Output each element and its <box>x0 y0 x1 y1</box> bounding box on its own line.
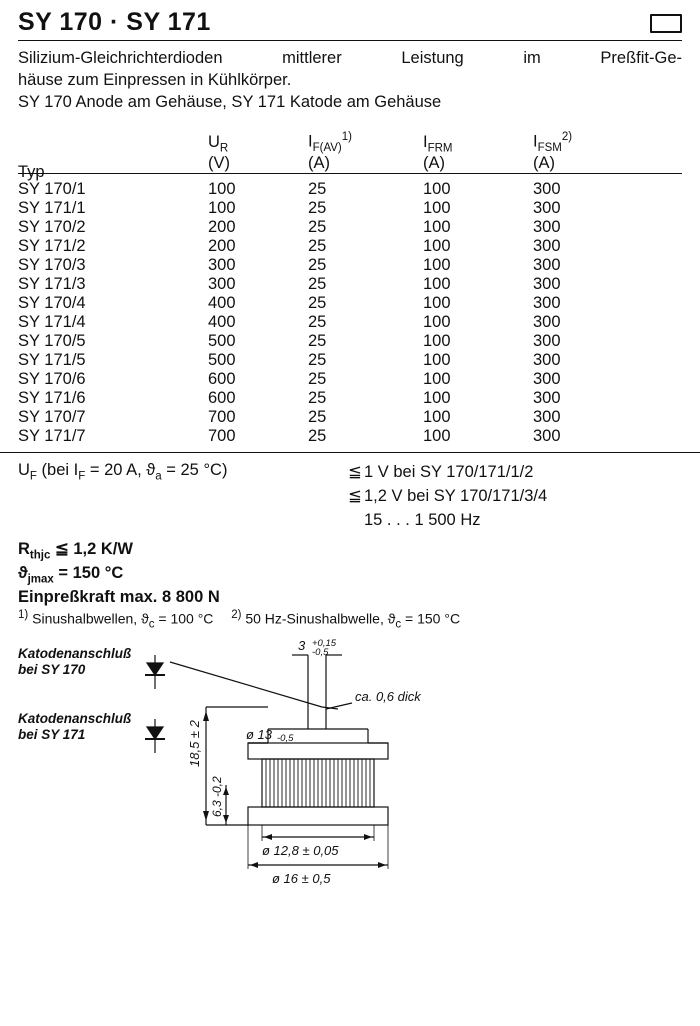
label-cathode-170-line1: Katodenanschluß <box>18 645 132 661</box>
cell-ifrm: 100 <box>423 332 451 351</box>
cell-ifsm: 300 <box>533 237 561 256</box>
cell-typ: SY 171/3 <box>18 275 86 294</box>
cell-ifsm: 300 <box>533 427 561 446</box>
cell-ur: 700 <box>208 408 236 427</box>
package-drawing <box>0 637 700 899</box>
label-cathode-171-line2: bei SY 171 <box>18 726 86 742</box>
header-ur: $U_R$ <box>208 132 229 155</box>
cell-ur: 500 <box>208 332 236 351</box>
cell-ifsm: 300 <box>533 275 561 294</box>
table-row <box>18 294 682 313</box>
rth-row: $R_{thjc}$ ≦ 1,2 K/W <box>18 539 133 562</box>
dim-height-body: 6,3 -0,2 <box>210 776 224 817</box>
unit-ifrm: (A) <box>423 154 445 173</box>
cell-ur: 200 <box>208 237 236 256</box>
cell-ifav: 25 <box>308 199 327 218</box>
spec-table-wrapper <box>18 131 682 452</box>
cell-ifsm: 300 <box>533 256 561 275</box>
header-typ: Typ <box>18 163 45 182</box>
page-title: SY 170 · SY 171 <box>18 8 211 36</box>
cell-ifsm: 300 <box>533 218 561 237</box>
table-row <box>18 332 682 351</box>
cell-ifsm: 300 <box>533 351 561 370</box>
table-row <box>18 237 682 256</box>
cell-typ: SY 170/7 <box>18 408 86 427</box>
cell-typ: SY 170/4 <box>18 294 86 313</box>
cell-ur: 200 <box>208 218 236 237</box>
tjmax-row: $ϑ_{jmax} = 150$ °C <box>18 564 124 586</box>
table-row <box>18 389 682 408</box>
cell-ifav: 25 <box>308 332 327 351</box>
cell-ifsm: 300 <box>533 294 561 313</box>
cell-ifrm: 100 <box>423 174 533 200</box>
parameters-block <box>18 461 682 631</box>
table-row <box>18 275 682 294</box>
cell-ifrm: 100 <box>423 370 451 389</box>
dim-disc-tol: -0,5 <box>277 732 294 744</box>
cell-ifav: 25 <box>308 256 327 275</box>
cell-ifav: 25 <box>308 313 327 332</box>
header-divider <box>18 40 682 41</box>
cell-ifav: 25 <box>308 275 327 294</box>
cell-typ: SY 171/2 <box>18 237 86 256</box>
cell-ifav: 25 <box>308 389 327 408</box>
cell-ifav: 25 <box>308 427 327 446</box>
label-cathode-170-line2: bei SY 170 <box>18 661 86 677</box>
table-row <box>18 427 682 452</box>
unit-ifav: (A) <box>308 154 330 173</box>
cell-typ: SY 170/2 <box>18 218 86 237</box>
cell-ifrm: 100 <box>423 237 451 256</box>
cell-ifrm: 100 <box>423 294 451 313</box>
cell-ur: 600 <box>208 389 236 408</box>
table-row <box>18 351 682 370</box>
cell-ifav: 25 <box>308 370 327 389</box>
cell-ifrm: 100 <box>423 351 451 370</box>
dim-knurl: ø 12,8 ± 0,05 <box>262 842 339 858</box>
cell-typ: SY 170/6 <box>18 370 86 389</box>
unit-ur: (V) <box>208 154 230 173</box>
table-row <box>18 199 682 218</box>
cell-typ: SY 171/6 <box>18 389 86 408</box>
cell-ifsm: 300 <box>533 313 561 332</box>
cell-ifrm: 100 <box>423 199 451 218</box>
header <box>0 0 700 37</box>
cell-ifrm: 100 <box>423 408 451 427</box>
cell-ur: 100 <box>208 199 236 218</box>
dim-pin-width: 3 <box>298 637 306 653</box>
intro-line-1: Silizium-Gleichrichterdioden mittlerer Leistung im Preßfit-Ge- <box>18 49 682 67</box>
dim-flange: ø 16 ± 0,5 <box>272 870 331 886</box>
cell-typ: SY 171/1 <box>18 199 86 218</box>
cell-ur: 500 <box>208 351 236 370</box>
table-row <box>18 408 682 427</box>
uf-row <box>18 461 682 533</box>
footnotes: $^{1)}$ Sinushalbwellen, $ϑ_c = 100$ °C $^{2)}$ 50 Hz-Sinushalbwelle, $ϑ_c = 150$ °C <box>18 609 461 631</box>
table-body <box>18 174 682 453</box>
cell-ur: 400 <box>208 294 236 313</box>
uf-value-3: 15 . . . 1 500 Hz <box>364 510 481 529</box>
cell-ifrm: 100 <box>423 313 451 332</box>
intro-text <box>18 47 682 113</box>
cell-ur: 100 <box>208 174 308 200</box>
header-ifrm: $I_{FRM}$ <box>423 132 453 155</box>
dim-pin-tol-plus: +0,15 <box>312 637 337 649</box>
spec-table <box>18 131 682 452</box>
intro-line-2: häuse zum Einpressen in Kühlkörper. <box>18 71 292 90</box>
cell-ifsm: 300 <box>533 389 561 408</box>
header-ifsm: $I_{FSM}^{2)}$ <box>533 131 573 155</box>
table-row <box>18 174 682 200</box>
cell-ur: 400 <box>208 313 236 332</box>
table-row <box>18 370 682 389</box>
cell-ur: 300 <box>208 275 236 294</box>
cell-ur: 300 <box>208 256 236 275</box>
table-header-symbols <box>18 131 682 154</box>
intro-line-3: SY 170 Anode am Gehäuse, SY 171 Katode am Gehäuse <box>18 93 442 112</box>
cell-typ: SY 171/4 <box>18 313 86 332</box>
cell-ifsm: 300 <box>533 370 561 389</box>
table-row <box>18 218 682 237</box>
press-force-row: Einpreßkraft max. 8 800 N <box>18 588 220 607</box>
uf-values <box>348 461 682 533</box>
cell-ifsm: 300 <box>533 408 561 427</box>
cell-ur: 700 <box>208 427 236 446</box>
cell-ifsm: 300 <box>533 332 561 351</box>
dim-disc: ø 13 <box>246 726 273 742</box>
rectangle-package-icon <box>650 14 682 33</box>
cell-typ: SY 170/3 <box>18 256 86 275</box>
cell-typ: SY 170/1 <box>18 174 208 200</box>
cell-ifav: 25 <box>308 218 327 237</box>
cell-ifav: 25 <box>308 351 327 370</box>
dim-height-total: 18,5 ± 2 <box>187 720 202 767</box>
cell-ifav: 25 <box>308 408 327 427</box>
cell-typ: SY 171/7 <box>18 427 86 446</box>
cell-ifav: 25 <box>308 174 423 200</box>
cell-ifrm: 100 <box>423 218 451 237</box>
uf-value-2: ≦ 1,2 V bei SY 170/171/3/4 <box>348 487 548 506</box>
cell-ur: 600 <box>208 370 236 389</box>
table-row <box>18 256 682 275</box>
table-bottom-divider <box>0 452 700 453</box>
cell-ifrm: 100 <box>423 256 451 275</box>
table-row <box>18 313 682 332</box>
uf-value-1: ≦ 1 V bei SY 170/171/1/2 <box>348 463 534 482</box>
uf-label: $U_F$ (bei $I_F = 20$ A, $ϑ_a = 25$ °C) <box>18 461 228 483</box>
cell-typ: SY 170/5 <box>18 332 86 351</box>
header-ifav: $I_{F(AV)}^{1)}$ <box>308 131 352 155</box>
cell-ifav: 25 <box>308 237 327 256</box>
cell-ifsm: 300 <box>533 199 561 218</box>
cell-ifrm: 100 <box>423 275 451 294</box>
unit-ifsm: (A) <box>533 154 555 173</box>
cell-ifav: 25 <box>308 294 327 313</box>
dim-thickness: ca. 0,6 dick <box>355 688 421 704</box>
cell-ifrm: 100 <box>423 427 451 446</box>
cell-ifrm: 100 <box>423 389 451 408</box>
label-cathode-171-line1: Katodenanschluß <box>18 710 132 726</box>
dim-pin-tol-minus: -0,5 <box>312 646 329 658</box>
cell-ifsm: 300 <box>533 174 682 200</box>
cell-typ: SY 171/5 <box>18 351 86 370</box>
